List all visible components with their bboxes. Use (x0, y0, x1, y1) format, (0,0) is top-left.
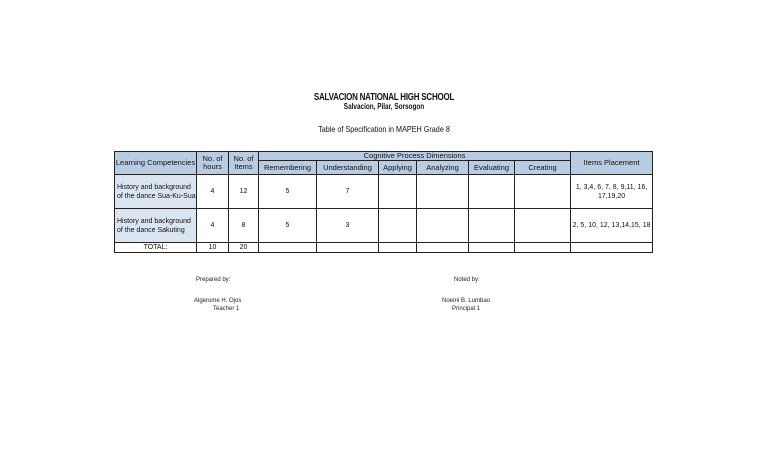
hours-cell: 4 (197, 209, 229, 243)
understanding-cell: 3 (317, 209, 379, 243)
creating-cell (515, 175, 571, 209)
prepared-by-name: Algerome H. Ojos (194, 298, 242, 304)
total-row (115, 243, 653, 253)
analyzing-cell (417, 175, 469, 209)
total-items: 20 (229, 243, 259, 253)
placement-cell: 1, 3,4, 6, 7, 8, 9,11, 16, 17,19,20 (571, 175, 653, 209)
applying-cell (379, 209, 417, 243)
table-row (115, 175, 653, 209)
prepared-by-label: Prepared by: (196, 277, 231, 283)
analyzing-cell (417, 209, 469, 243)
prepared-by-role: Teacher 1 (213, 306, 240, 312)
items-cell: 12 (229, 175, 259, 209)
competency-cell: History and background of the dance Sua-Ku-Sua (115, 175, 197, 209)
total-label: TOTAL: (115, 243, 197, 253)
header-remembering: Remembering (259, 161, 317, 175)
noted-by-role: Principal 1 (452, 306, 481, 312)
school-name: SALVACION NATIONAL HIGH SCHOOL (313, 92, 455, 103)
placement-cell: 2, 5, 10, 12, 13,14,15, 18 (571, 209, 653, 243)
table-row (115, 209, 653, 243)
noted-by-label: Noted by: (454, 277, 480, 283)
header-analyzing: Analyzing (417, 161, 469, 175)
remembering-cell: 5 (259, 209, 317, 243)
hours-cell: 4 (197, 175, 229, 209)
header-evaluating: Evaluating (469, 161, 515, 175)
applying-cell (379, 175, 417, 209)
header-learning-competencies: Learning Competencies (115, 152, 197, 175)
header-understanding: Understanding (317, 161, 379, 175)
header-applying: Applying (379, 161, 417, 175)
competency-cell: History and background of the dance Sakuting (115, 209, 197, 243)
items-cell: 8 (229, 209, 259, 243)
remembering-cell: 5 (259, 175, 317, 209)
total-hours: 10 (197, 243, 229, 253)
evaluating-cell (469, 209, 515, 243)
understanding-cell: 7 (317, 175, 379, 209)
header-cognitive-dimensions: Cognitive Process Dimensions (259, 152, 571, 161)
tos-table (114, 151, 653, 253)
header-creating: Creating (515, 161, 571, 175)
noted-by-name: Noemi B. Lumbao (442, 298, 491, 304)
document-title: Table of Specification in MAPEH Grade 8 (318, 124, 450, 134)
school-location: Salvacion, Pilar, Sorsogon (343, 102, 425, 111)
creating-cell (515, 209, 571, 243)
header-items: No. of Items (229, 152, 259, 175)
header-items-placement: Items Placement (571, 152, 653, 175)
header-hours: No. of hours (197, 152, 229, 175)
evaluating-cell (469, 175, 515, 209)
